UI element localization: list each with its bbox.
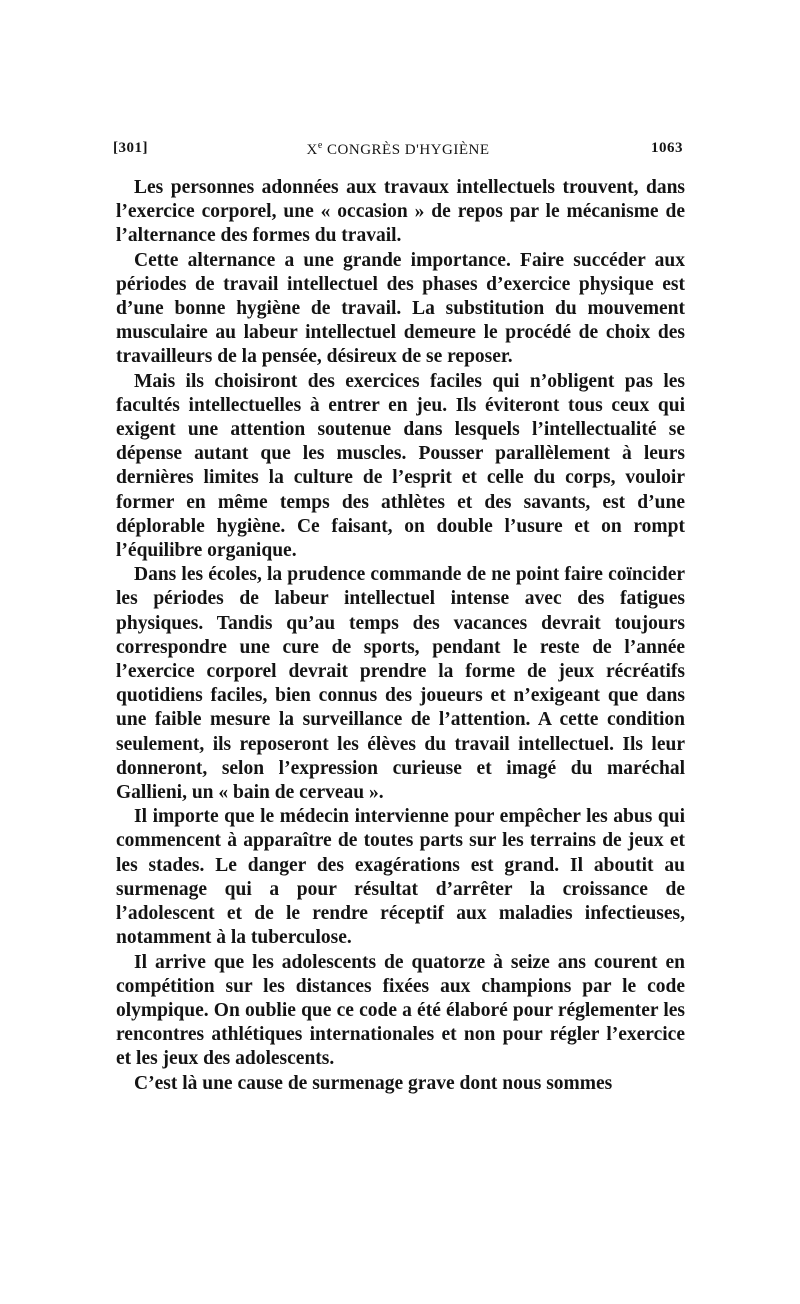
running-title-prefix: X	[306, 142, 318, 158]
page-number: 1063	[651, 140, 683, 156]
running-title-text: CONGRÈS D'HYGIÈNE	[322, 142, 490, 158]
running-title-superscript: e	[317, 140, 323, 151]
paragraph: Cette alternance a une grande importance. Faire succéder aux périodes de travail intellectuel des phases d’exercice physique est d’une bonne hygiène de travail. La substitution du mouvement musculaire au labeur intellectuel demeure le procédé de choix des travailleurs de la pensée, désireux de se reposer.	[116, 249, 685, 368]
page-reference: [301]	[113, 140, 148, 156]
body-text	[116, 176, 685, 1096]
running-head	[113, 140, 683, 162]
paragraph: Il importe que le médecin intervienne pour empêcher les abus qui commencent à apparaître de toutes parts sur les terrains de jeux et les stades. Le danger des exagérations est grand. Il aboutit au surmenage qui a pour résultat d’arrêter la croissance de l’adolescent et de le rendre réceptif aux maladies infectieuses, notamment à la tuberculose.	[116, 806, 685, 949]
running-title	[113, 140, 683, 159]
paragraph: Les personnes adonnées aux travaux intellectuels trouvent, dans l’exercice corporel, une « occasion » de repos par le mécanisme de l’alternance des formes du travail.	[116, 177, 685, 247]
paragraph: C’est là une cause de surmenage grave dont nous sommes	[134, 1072, 613, 1094]
paragraph: Il arrive que les adolescents de quatorze à seize ans courent en compétition sur les distances fixées aux champions par le code olympique. On oublie que ce code a été élaboré pour réglementer les rencontres athlétiques internationales et non pour régler l’exercice et les jeux des adolescents.	[116, 951, 685, 1070]
paragraph: Mais ils choisiront des exercices faciles qui n’obligent pas les facultés intellectuelles à entrer en jeu. Ils éviteront tous ceux qui exigent une attention soutenue dans lesquels l’intellectualité se dépense autant que les muscles. Pousser parallèlement à leurs dernières limites la culture de l’esprit et celle du corps, vouloir former en même temps des athlètes et des savants, est d’une déplorable hygiène. Ce faisant, on double l’usure et on rompt l’équilibre organique.	[116, 370, 685, 562]
paragraph: Dans les écoles, la prudence commande de ne point faire coïncider les périodes de labeur intellectuel intense avec des fatigues physiques. Tandis qu’au temps des vacances devrait toujours correspondre une cure de sports, pendant le reste de l’année l’exercice corporel devrait prendre la forme de jeux récréatifs quotidiens faciles, bien connus des joueurs et n’exigeant que dans une faible mesure la surveillance de l’attention. A cette condition seulement, ils reposeront les élèves du travail intellectuel. Ils leur donneront, selon l’expression curieuse et imagé du maréchal Gallieni, un « bain de cerveau ».	[116, 564, 685, 804]
